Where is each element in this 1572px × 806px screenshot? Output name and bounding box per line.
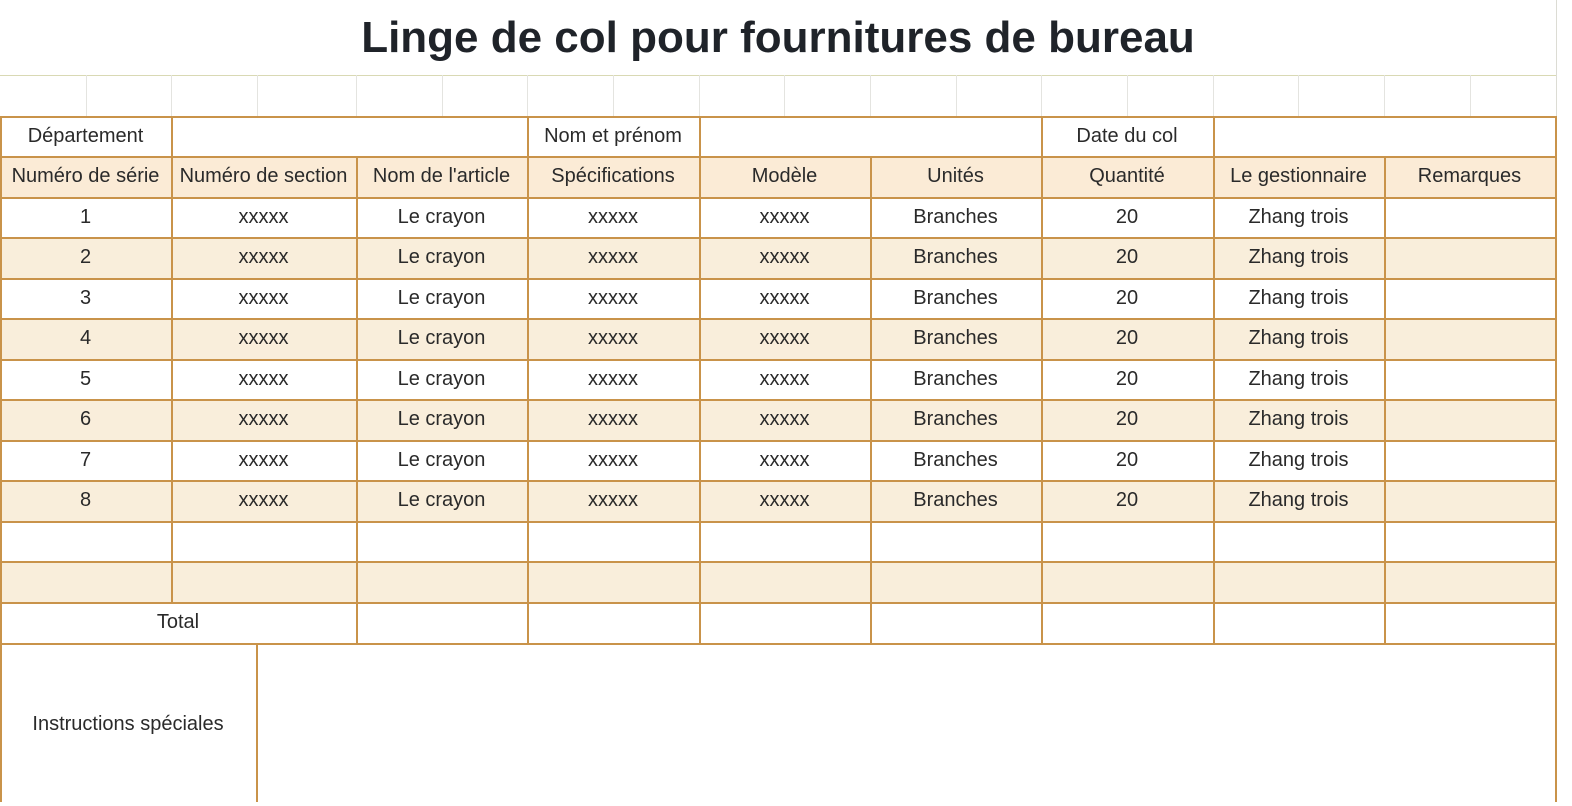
table-cell[interactable]	[356, 561, 527, 602]
table-cell[interactable]	[1384, 480, 1555, 521]
gridline	[1384, 75, 1385, 116]
table-cell[interactable]	[1384, 197, 1555, 237]
table-border	[1384, 156, 1386, 602]
table-border	[1041, 116, 1043, 156]
table-border	[0, 359, 1556, 361]
table-border	[0, 116, 2, 802]
table-cell[interactable]: Branches	[913, 489, 998, 511]
gridline	[86, 75, 87, 116]
table-cell[interactable]: Le crayon	[397, 286, 486, 309]
table-border	[0, 197, 1556, 199]
special-instructions-field[interactable]	[257, 643, 1555, 802]
table-border	[1555, 602, 1557, 643]
table-border	[870, 156, 872, 602]
table-cell[interactable]	[171, 521, 356, 561]
table-cell[interactable]: 20	[1115, 286, 1139, 309]
table-cell[interactable]: 20	[1115, 489, 1139, 511]
table-border	[699, 156, 701, 602]
table-border	[527, 156, 529, 602]
gridline	[956, 75, 957, 116]
column-header: Unités	[927, 165, 984, 187]
table-cell[interactable]: Le crayon	[397, 327, 486, 349]
table-border	[1213, 156, 1215, 602]
table-cell[interactable]: xxxxx	[238, 408, 289, 430]
table-cell[interactable]: 20	[1115, 367, 1139, 390]
table-cell[interactable]: Zhang trois	[1248, 286, 1349, 309]
table-cell[interactable]: 5	[79, 367, 92, 390]
gridline	[870, 75, 871, 116]
table-cell[interactable]: xxxxx	[588, 286, 638, 309]
total-cell[interactable]	[356, 602, 527, 643]
table-cell[interactable]	[870, 561, 1041, 602]
table-border	[527, 602, 529, 643]
name-field[interactable]	[699, 116, 1041, 156]
table-border	[1213, 116, 1215, 156]
table-cell[interactable]	[1213, 561, 1384, 602]
table-border	[0, 643, 1556, 645]
gridline	[1556, 0, 1557, 116]
table-cell[interactable]: Le crayon	[397, 246, 486, 268]
table-border	[0, 278, 1556, 280]
table-cell[interactable]: xxxxx	[759, 327, 810, 349]
table-border	[256, 643, 258, 802]
table-cell[interactable]	[1041, 561, 1213, 602]
total-cell[interactable]	[870, 602, 1041, 643]
table-cell[interactable]: 20	[1115, 205, 1139, 228]
table-border	[0, 561, 1556, 563]
gridline	[442, 75, 443, 116]
gridline	[356, 75, 357, 116]
table-cell[interactable]: xxxxx	[759, 408, 810, 430]
sheet-title: Linge de col pour fournitures de bureau	[0, 0, 1557, 75]
table-cell[interactable]: Zhang trois	[1248, 408, 1349, 430]
total-cell[interactable]	[1041, 602, 1213, 643]
table-cell[interactable]: Le crayon	[397, 489, 486, 511]
table-cell[interactable]: xxxxx	[238, 286, 289, 309]
table-border	[356, 156, 358, 602]
table-cell[interactable]	[699, 521, 870, 561]
gridline	[1213, 75, 1214, 116]
table-border	[1213, 602, 1215, 643]
table-border	[171, 156, 173, 602]
table-cell[interactable]: Branches	[913, 448, 998, 471]
table-cell[interactable]: xxxxx	[759, 489, 810, 511]
column-header: Modèle	[751, 165, 818, 187]
column-header: Quantité	[1089, 165, 1165, 187]
name-label: Nom et prénom	[544, 124, 682, 147]
table-cell[interactable]: xxxxx	[588, 408, 638, 430]
table-border	[0, 116, 1556, 118]
table-cell[interactable]: 20	[1115, 448, 1139, 471]
table-border	[699, 602, 701, 643]
table-cell[interactable]	[356, 521, 527, 561]
gridline	[171, 75, 172, 116]
table-border	[0, 602, 1556, 604]
table-cell[interactable]: xxxxx	[238, 246, 289, 268]
table-cell[interactable]: xxxxx	[759, 367, 810, 390]
column-header: Numéro de section	[179, 165, 348, 187]
table-cell[interactable]: xxxxx	[759, 286, 810, 309]
table-cell[interactable]	[1384, 278, 1555, 318]
date-label: Date du col	[1076, 124, 1178, 147]
table-cell[interactable]: Branches	[913, 327, 998, 349]
table-cell[interactable]	[527, 521, 699, 561]
total-cell[interactable]	[527, 602, 699, 643]
table-cell[interactable]: Zhang trois	[1248, 327, 1349, 349]
gridline	[1470, 75, 1471, 116]
table-cell[interactable]	[1384, 399, 1555, 440]
table-cell[interactable]	[527, 561, 699, 602]
table-cell[interactable]: xxxxx	[238, 489, 289, 511]
table-cell[interactable]: xxxxx	[588, 489, 638, 511]
table-cell[interactable]: 7	[79, 448, 92, 471]
table-cell[interactable]: Branches	[913, 246, 998, 268]
column-header: Remarques	[1417, 165, 1522, 187]
table-cell[interactable]: 3	[79, 286, 92, 309]
table-cell[interactable]: 2	[79, 246, 92, 268]
table-cell[interactable]	[171, 561, 356, 602]
table-border	[1384, 602, 1386, 643]
table-cell[interactable]: xxxxx	[588, 327, 638, 349]
table-cell[interactable]: xxxxx	[588, 205, 638, 228]
table-border	[356, 602, 358, 643]
table-cell[interactable]: Zhang trois	[1248, 367, 1349, 390]
table-cell[interactable]: xxxxx	[588, 246, 638, 268]
table-cell[interactable]: xxxxx	[588, 367, 638, 390]
gridline	[1127, 75, 1128, 116]
table-border	[0, 156, 1556, 158]
table-cell[interactable]: 4	[79, 327, 92, 349]
table-cell[interactable]: xxxxx	[759, 246, 810, 268]
table-cell[interactable]: Branches	[913, 408, 998, 430]
table-cell[interactable]	[0, 521, 171, 561]
date-field[interactable]	[1213, 116, 1555, 156]
table-cell[interactable]: xxxxx	[588, 448, 638, 471]
table-cell[interactable]: xxxxx	[238, 367, 289, 390]
table-cell[interactable]	[1384, 440, 1555, 480]
column-header: Numéro de série	[11, 165, 160, 187]
table-cell[interactable]: 8	[79, 489, 92, 511]
table-cell[interactable]: Zhang trois	[1248, 205, 1349, 228]
gridline	[613, 75, 614, 116]
table-cell[interactable]	[1384, 521, 1555, 561]
table-cell[interactable]: xxxxx	[759, 205, 810, 228]
table-border	[527, 116, 529, 156]
column-header: Le gestionnaire	[1230, 165, 1367, 187]
total-label: Total	[156, 611, 200, 633]
table-cell[interactable]: Zhang trois	[1248, 489, 1349, 511]
table-border	[870, 602, 872, 643]
gridline	[0, 75, 1556, 76]
gridline	[1298, 75, 1299, 116]
department-label: Département	[27, 124, 144, 147]
table-cell[interactable]: Le crayon	[397, 367, 486, 390]
table-cell[interactable]: Zhang trois	[1248, 448, 1349, 471]
gridline	[784, 75, 785, 116]
table-border	[0, 440, 1556, 442]
table-cell[interactable]: xxxxx	[238, 327, 289, 349]
table-cell[interactable]: Branches	[913, 286, 998, 309]
gridline	[1041, 75, 1042, 116]
table-cell[interactable]: Le crayon	[397, 408, 486, 430]
column-header: Spécifications	[551, 165, 675, 187]
table-border	[1555, 116, 1557, 156]
table-cell[interactable]: 1	[79, 205, 92, 228]
table-border	[0, 318, 1556, 320]
table-border	[0, 237, 1556, 239]
department-field[interactable]	[171, 116, 527, 156]
table-cell[interactable]: 6	[79, 408, 92, 430]
table-cell[interactable]: Branches	[913, 205, 998, 228]
gridline	[257, 75, 258, 116]
table-cell[interactable]	[1041, 521, 1213, 561]
table-cell[interactable]: 20	[1115, 246, 1139, 268]
table-cell[interactable]	[0, 561, 171, 602]
table-cell[interactable]: 20	[1115, 408, 1139, 430]
table-cell[interactable]	[1384, 237, 1555, 278]
special-instructions-label: Instructions spéciales	[32, 713, 224, 735]
table-cell[interactable]: Branches	[913, 367, 998, 390]
table-border	[1041, 602, 1043, 643]
table-border	[1555, 643, 1557, 802]
table-border	[0, 399, 1556, 401]
total-cell[interactable]	[699, 602, 870, 643]
table-border	[1555, 156, 1557, 602]
table-cell[interactable]: Le crayon	[397, 205, 486, 228]
table-cell[interactable]	[699, 561, 870, 602]
table-border	[0, 480, 1556, 482]
total-cell[interactable]	[1213, 602, 1384, 643]
table-cell[interactable]	[1213, 521, 1384, 561]
gridline	[699, 75, 700, 116]
table-cell[interactable]	[1384, 318, 1555, 359]
table-cell[interactable]	[870, 521, 1041, 561]
table-cell[interactable]: xxxxx	[759, 448, 810, 471]
table-cell[interactable]: Le crayon	[397, 448, 486, 471]
column-header: Nom de l'article	[372, 165, 511, 187]
table-border	[1041, 156, 1043, 602]
table-border	[699, 116, 701, 156]
table-cell[interactable]: xxxxx	[238, 448, 289, 471]
gridline	[527, 75, 528, 116]
table-cell[interactable]: 20	[1115, 327, 1139, 349]
table-cell[interactable]: xxxxx	[238, 205, 289, 228]
table-cell[interactable]	[1384, 359, 1555, 399]
total-cell[interactable]	[1384, 602, 1555, 643]
table-border	[171, 116, 173, 156]
table-cell[interactable]: Zhang trois	[1248, 246, 1349, 268]
table-border	[0, 521, 1556, 523]
table-cell[interactable]	[1384, 561, 1555, 602]
